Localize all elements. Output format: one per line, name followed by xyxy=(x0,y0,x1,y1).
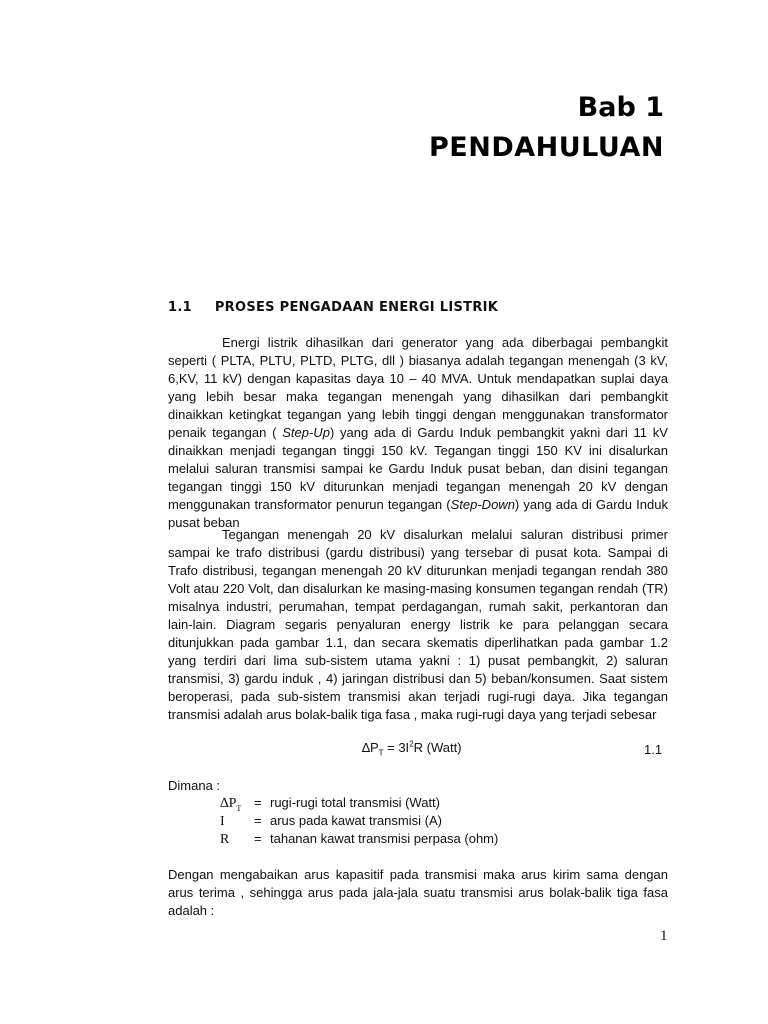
definition-row xyxy=(220,831,498,849)
equation-power-loss xyxy=(362,739,462,758)
paragraph-2 xyxy=(168,526,668,724)
definition-equals: = xyxy=(254,831,262,846)
equation-lhs-subscript: T xyxy=(378,748,384,758)
paragraph-3: Dengan mengabaikan arus kapasitif pada transmisi maka arus kirim sama dengan arus terima , sehingga arus pada jala-jala suatu transmisi arus bolak-balik tiga fasa adalah : xyxy=(168,867,668,918)
equation-lhs: ∆P xyxy=(362,740,379,755)
definition-symbol-subscript: T xyxy=(236,803,242,813)
definition-description: tahanan kawat transmisi perpasa (ohm) xyxy=(270,831,499,846)
definition-description: rugi-rugi total transmisi (Watt) xyxy=(270,795,440,810)
definition-symbol xyxy=(220,832,254,848)
definition-equals: = xyxy=(254,795,262,810)
paragraph-1-part-1: Energi listrik dihasilkan dari generator yang ada diberbagai pembangkit seperti ( PLTA, PLTU, PLTD, PLTG, dll ) biasanya adalah tegangan menengah (3 kV, 6,KV, 11 kV) dengan kapasitas daya 10 – 40 MVA. Untuk mendapatkan suplai daya yang lebih besar maka tegangan menengah yang dihasilkan dari pembangkit dinaikkan ketingkat tegangan yang lebih tinggi dengan menggunakan transformator penaik tegangan ( xyxy=(168,335,668,440)
definition-symbol xyxy=(220,814,254,830)
paragraph-1 xyxy=(168,334,668,532)
definition-symbol-text: ∆P xyxy=(220,796,237,811)
definition-row xyxy=(220,795,498,813)
page-number: 1 xyxy=(660,928,668,944)
definition-symbol-text: R xyxy=(220,832,230,847)
paragraph-1-part-2: ) yang ada di Gardu Induk pembangkit yakni dari 11 kV dinaikkan menjadi tegangan tinggi 150 kV. Tegangan tinggi 150 KV ini disalurkan melalui saluran transmisi sampai ke Gardu Induk pusat beban, dan disini tegangan tegangan tinggi 150 kV diturunkan menjadi tegangan menengah 20 kV dengan menggunakan transformator penurun tegangan ( xyxy=(168,425,668,512)
chapter-number: Bab 1 xyxy=(577,92,664,123)
dimana-label: Dimana : xyxy=(168,778,221,793)
equation-exponent: 2 xyxy=(409,739,414,749)
equation-number: 1.1 xyxy=(644,742,663,757)
definitions-list xyxy=(220,795,498,849)
paragraph-1-part-3: ) yang ada di Gardu Induk pusat beban xyxy=(168,497,668,530)
section-number: 1.1 xyxy=(168,300,192,315)
section-title: PROSES PENGADAAN ENERGI LISTRIK xyxy=(214,300,499,315)
step-down-term: Step-Down xyxy=(450,497,515,512)
definition-row xyxy=(220,813,498,831)
equation-mid: = 3I xyxy=(383,740,410,755)
definition-equals: = xyxy=(254,813,262,828)
section-heading xyxy=(168,300,498,315)
equation-rhs: R (Watt) xyxy=(413,740,462,755)
chapter-title: PENDAHULUAN xyxy=(429,132,664,163)
paragraph-2-text: Tegangan menengah 20 kV disalurkan melalui saluran distribusi primer sampai ke trafo distribusi (gardu distribusi) yang tersebar di pusat kota. Sampai di Trafo distribusi, tegangan menengah 20 kV diturunkan menjadi tegangan rendah 380 Volt atau 220 Volt, dan disalurkan ke masing-masing konsumen tegangan rendah (TR) misalnya industri, perumahan, tempat perdagangan, rumah sakit, perkantoran dan lain-lain. Diagram segaris penyaluran energy listrik ke para pelanggan secara ditunjukkan pada gambar 1.1, dan secara skematis diperlihatkan pada gambar 1.2 yang terdiri dari lima sub-sistem utama yakni : 1) pusat pembangkit, 2) saluran transmisi, 3) gardu induk , 4) jaringan distribusi dan 5) beban/konsumen. Saat sistem beroperasi, pada sub-sistem transmisi akan terjadi rugi-rugi daya. Jika tegangan transmisi adalah arus bolak-balik tiga fasa , maka rugi-rugi daya yang terjadi sebesar xyxy=(168,527,668,722)
step-up-term: Step-Up xyxy=(282,425,330,440)
definition-symbol-text: I xyxy=(220,814,225,829)
definition-symbol xyxy=(220,796,254,812)
definition-description: arus pada kawat transmisi (A) xyxy=(270,813,442,828)
